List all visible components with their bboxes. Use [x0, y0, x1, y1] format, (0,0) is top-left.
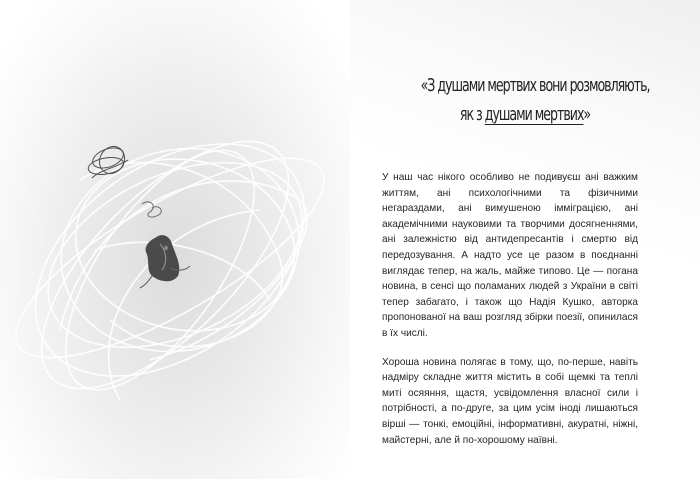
paragraph-2: Хороша новина полягає в тому, що, по-перше, навіть надміру складне життя містить в собі щемкі та теплі миті осяяння, щастя, усвідомлення власної сили і потрібності, а по-друге, за цим усім іноді лишаються вірші — тонкі, емоційні, інформативні, акуратні, ніжні, майстерні, але й по-хорошому наївні.: [382, 356, 638, 446]
quote-line-2: [421, 101, 630, 130]
quote-line-2-suffix: »: [583, 105, 591, 125]
quote-line-1: «З душами мертвих вони розмовляють,: [420, 76, 650, 96]
introduction-text: [382, 170, 638, 461]
quote-underlined-phrase: душами мертвих: [484, 105, 584, 125]
quote-line-2-prefix: як з: [459, 105, 485, 125]
epigraph-quote: [420, 72, 650, 130]
paragraph-1: У наш час нікого особливо не подивуєш ані важким життям, ані психологічними та фізичними негараздами, ані вимушеною імміграцією, ані академічними науковими та творчими досягненнями, ані залежністю від антидепресантів і смертю від передозування. А надто усе це разом в поєднанні виглядає тепер, на жаль, майже типово. Це — погана новина, в сенсі що поламаних людей з України в світі тепер забагато, і також що Надія Кушко, авторка пропонованої на ваш розгляд збірки поезії, опинилася в їх числі.: [382, 172, 638, 339]
